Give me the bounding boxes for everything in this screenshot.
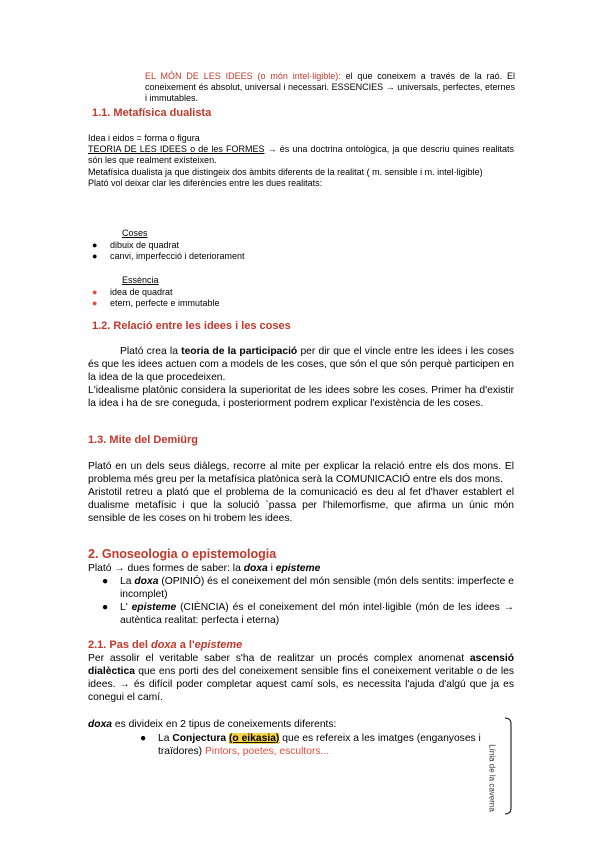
theory-line [88, 144, 514, 166]
bullet-icon: ● [92, 251, 98, 262]
coses-list [88, 240, 388, 262]
list-item: ● canvi, imperfecció i deteriorament [92, 251, 245, 262]
conjecture-term: Conjectura [172, 733, 227, 744]
intro-text: el que coneixem a través de la raó. El coneixement és absolut, universal i necessari. ESSENCIES → universals, perfectes, eternes i immutables. [145, 71, 515, 104]
section-1-1-body [88, 133, 514, 189]
essencia-list [88, 287, 388, 309]
eikasia-highlight: (o eikasia) [229, 733, 280, 744]
section-heading-2: 2. Gnoseologia o epistemologia [88, 547, 277, 561]
bracket-mark [503, 716, 517, 816]
bullet-icon: ● [92, 298, 98, 309]
essencia-label: Essència [122, 275, 159, 285]
doxa-list [136, 732, 506, 758]
dualism-line: Metafísica dualista ja que distingeix dos àmbits diferents de la realitat ( m. sensible i m. intel·ligible) [88, 166, 483, 177]
bullet-icon: ● [92, 240, 98, 250]
myth-paragraph: Plató en un dels seus diàlegs, recorre al mite per explicar la relació entre els dos mons. El problema més greu per la metafísica platònica serà la COMUNICACIÓ entre els dos mons. [88, 461, 514, 485]
bullet-icon: ● [102, 602, 109, 613]
list-item: ● La Conjectura (o eikasia) que es refereix a les imatges (enganyoses i traïdores) Pintors, poetes, escultors... [140, 733, 481, 757]
section-heading-1-3: 1.3. Mite del Demiürg [88, 434, 199, 446]
idealism-paragraph: L'idealisme platònic considera la superioritat de les idees sobre les coses. Primer ha d'existir la idea i ha de sre coneguda, i posteriorment podrem explicar l'existència de les coses. [88, 385, 514, 409]
section-heading-2-1: 2.1. Pas del doxa a l'episteme [88, 639, 243, 651]
theory-link[interactable]: TEORIA DE LES IDEES o de les FORMES [88, 144, 265, 155]
bullet-icon: ● [140, 733, 147, 744]
list-item: ● La doxa (OPINIÓ) és el coneixement del món sensible (món dels sentits: imperfecte e incomplet) [102, 576, 514, 600]
bullet-icon: ● [102, 576, 109, 587]
section-2-list [98, 575, 514, 627]
section-2-intro: Plató → dues formes de saber: la doxa i episteme [88, 563, 321, 574]
episteme-term: episteme [275, 563, 321, 574]
eidos-line: Idea i eidos = forma o figura [88, 133, 200, 143]
artists-note: Pintors, poetes, escultors... [204, 746, 330, 757]
intro-title: EL MÓN DE LES IDEES (o món intel·ligible): [145, 71, 341, 81]
section-heading-1-1: 1.1. Metafísica dualista [92, 107, 212, 119]
section-1-3-body [88, 460, 514, 525]
ascension-paragraph: Per assolir el veritable saber s'ha de realitzar un procés complex anomenat ascensió dialèctica que ens porti des del coneixement sensible fins el coneixement veritable o de les idees. → és difícil poder completar aquest camí sols, es necessita l'ajuda d'algú que ja es conegui el camí. [88, 653, 514, 703]
doxa-division-line: doxa es divideix en 2 tipus de coneixements diferents: [88, 719, 337, 730]
participation-term: teoria de la participació [181, 346, 298, 357]
list-item: ● etern, perfecte e immutable [92, 298, 220, 309]
doxa-term: doxa [243, 563, 268, 574]
theory-text: → és una doctrina ontològica, ja que descriu quines realitats són les que realment existeixen. [88, 144, 514, 166]
section-1-2-body [88, 345, 514, 410]
list-item: ● idea de quadrat [92, 287, 173, 297]
participation-paragraph: Plató crea la teoria de la participació per dir que el vincle entre les idees i les coses és que les idees actuen com a models de les coses, que són el que són perquè participen en la idea de la que procedeixen. [88, 346, 514, 383]
differences-line: Plató vol deixar clar les diferències entre les dues realitats: [88, 177, 323, 188]
coses-label: Coses [122, 228, 148, 238]
side-note: Línia de la caverna [487, 744, 497, 812]
ascension-term: ascensió dialèctica [88, 653, 514, 677]
aristotle-paragraph: Aristotil retreu a plató que el problema de la comunicació es deu al fet d'haver establert el dualisme metafísic i que la solució `passa per l'hilemorfisme, que afirma un únic món sensible de les coses on hi trobem les idees. [88, 487, 514, 524]
bullet-icon: ● [92, 287, 98, 297]
list-item: ● L' episteme (CIÈNCIA) és el coneixement del món intel·ligible (món de les idees → autèntica realitat: perfecta i eterna) [102, 602, 514, 626]
section-heading-1-2: 1.2. Relació entre les idees i les coses [92, 320, 291, 332]
list-item: ● dibuix de quadrat [92, 240, 180, 250]
intro-paragraph [145, 71, 515, 105]
